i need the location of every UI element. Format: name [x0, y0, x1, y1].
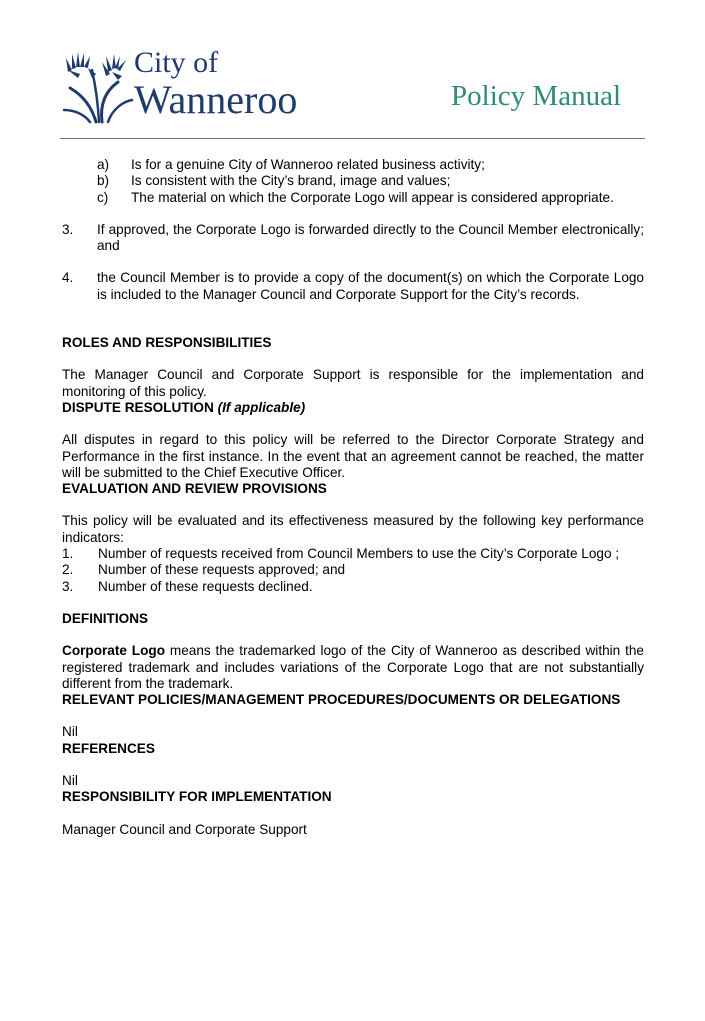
definitions-heading: DEFINITIONS [62, 610, 149, 626]
list-item [62, 562, 644, 578]
policy-manual-title: Policy Manual [451, 80, 621, 112]
list-item [62, 546, 644, 562]
roles-text: The Manager Council and Corporate Support is responsible for the implementation and monitoring of this policy. [62, 367, 644, 399]
responsibility-text: Manager Council and Corporate Support [62, 821, 307, 837]
list-item-text: Number of requests received from Council Members to use the City’s Corporate Logo ; [98, 546, 620, 562]
responsibility-heading: RESPONSIBILITY FOR IMPLEMENTATION [62, 789, 332, 805]
roles-heading: ROLES AND RESPONSIBILITIES [62, 335, 272, 351]
list-item-text: Is consistent with the City’s brand, image and values; [131, 173, 451, 189]
evaluation-heading: EVALUATION AND REVIEW PROVISIONS [62, 481, 327, 497]
definition-body: means the trademarked logo of the City of Wanneroo as described within the registered trademark and includes variations of the Corporate Logo that are not substantially different from the trademark. [62, 643, 644, 691]
list-item-text: Is for a genuine City of Wanneroo related business activity; [131, 157, 485, 172]
procedure-step [62, 222, 644, 255]
dispute-heading-note: (If applicable) [217, 399, 306, 415]
step-text: If approved, the Corporate Logo is forwarded directly to the Council Member electronically; and [97, 221, 644, 254]
kpi-list [62, 546, 644, 595]
list-item-text: Number of these requests declined. [98, 578, 313, 594]
list-item [62, 190, 644, 206]
list-marker: c) [97, 189, 109, 205]
list-item-text: Number of these requests approved; and [98, 562, 346, 578]
list-item [62, 173, 644, 189]
dispute-text: All disputes in regard to this policy will be referred to the Director Corporate Strategy and Performance in the first instance. In the event that an agreement cannot be reached, the matter will be submitted to the Chief Executive Officer. [62, 432, 644, 480]
list-marker: 3. [62, 578, 74, 594]
dispute-heading [62, 400, 644, 416]
references-heading: REFERENCES [62, 740, 155, 756]
list-marker: b) [97, 173, 110, 189]
list-marker: a) [97, 157, 110, 172]
logo-text-city-of: City of [134, 46, 219, 79]
page-header [0, 0, 705, 140]
definition-term: Corporate Logo [62, 643, 166, 659]
procedure-step [62, 270, 644, 303]
logo-text-wanneroo: Wanneroo [134, 77, 298, 122]
list-marker: 3. [62, 221, 74, 237]
list-item-text: The material on which the Corporate Logo will appear is considered appropriate. [131, 189, 614, 205]
list-marker: 4. [62, 270, 74, 286]
dispute-heading-title: DISPUTE RESOLUTION [62, 399, 214, 415]
relevant-heading: RELEVANT POLICIES/MANAGEMENT PROCEDURES/DOCUMENTS OR DELEGATIONS [62, 692, 621, 708]
references-text: Nil [62, 773, 78, 789]
list-item [62, 579, 644, 595]
list-marker: 2. [62, 562, 74, 578]
step-text: the Council Member is to provide a copy of the document(s) on which the Corporate Logo is included to the Manager Council and Corporate Support for the City’s records. [97, 270, 644, 302]
list-marker: 1. [62, 546, 74, 562]
evaluation-intro: This policy will be evaluated and its effectiveness measured by the following key performance indicators: [62, 513, 644, 545]
criteria-list [62, 157, 644, 206]
header-divider [60, 138, 645, 139]
definition-text [62, 643, 644, 692]
document-body [62, 157, 644, 838]
relevant-text: Nil [62, 724, 78, 740]
list-item [62, 157, 644, 173]
